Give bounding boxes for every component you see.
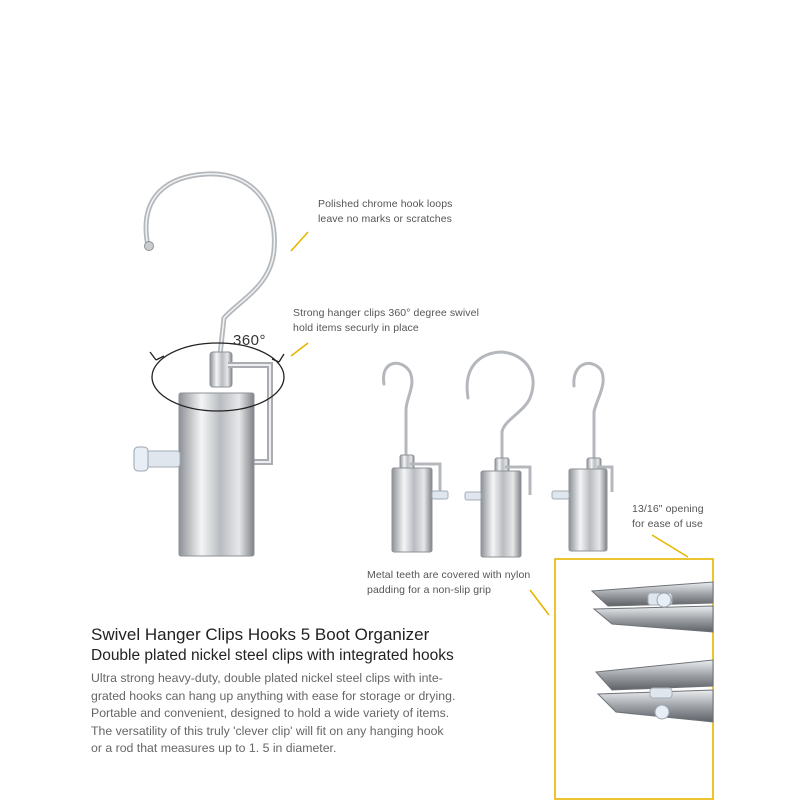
small-clip-3 — [552, 363, 612, 551]
teeth-callout-line-2: padding for a non-slip grip — [367, 584, 492, 596]
swivel-callout — [293, 306, 479, 336]
swivel-callout-line-2: hold items securly in place — [293, 322, 419, 334]
teeth-callout — [367, 568, 530, 598]
product-description — [91, 670, 455, 758]
hook-callout-line-1: Polished chrome hook loops — [318, 198, 453, 210]
description-line-3: Portable and convenient, designed to hold a wide variety of items. — [91, 706, 450, 720]
jaw-detail-box — [555, 559, 713, 799]
opening-callout — [632, 502, 704, 532]
small-clip-2 — [465, 352, 533, 557]
hook-callout — [318, 197, 453, 227]
description-line-4: The versatility of this truly 'clever clip' will fit on any hanging hook — [91, 723, 444, 738]
product-subtitle: Double plated nickel steel clips with integrated hooks — [91, 647, 454, 664]
product-title: Swivel Hanger Clips Hooks 5 Boot Organizer — [91, 625, 430, 644]
large-swivel-clip — [134, 174, 274, 556]
callout-lines — [291, 232, 688, 615]
description-line-2: grated hooks can hang up anything with ease for storage or drying. — [91, 688, 456, 703]
opening-callout-line-1: 13/16" opening — [632, 503, 704, 515]
description-line-5: or a rod that measures up to 1. 5 in diameter. — [91, 741, 337, 755]
swivel-callout-line-1: Strong hanger clips 360° degree swivel — [293, 307, 480, 319]
opening-callout-line-2: for ease of use — [632, 518, 703, 530]
rotation-label: 360° — [233, 332, 267, 349]
teeth-callout-line-1: Metal teeth are covered with nylon — [367, 569, 531, 581]
hook-callout-line-2: leave no marks or scratches — [318, 213, 453, 225]
small-clip-1 — [384, 363, 448, 552]
description-line-1: Ultra strong heavy-duty, double plated nickel steel clips with inte- — [91, 671, 443, 685]
